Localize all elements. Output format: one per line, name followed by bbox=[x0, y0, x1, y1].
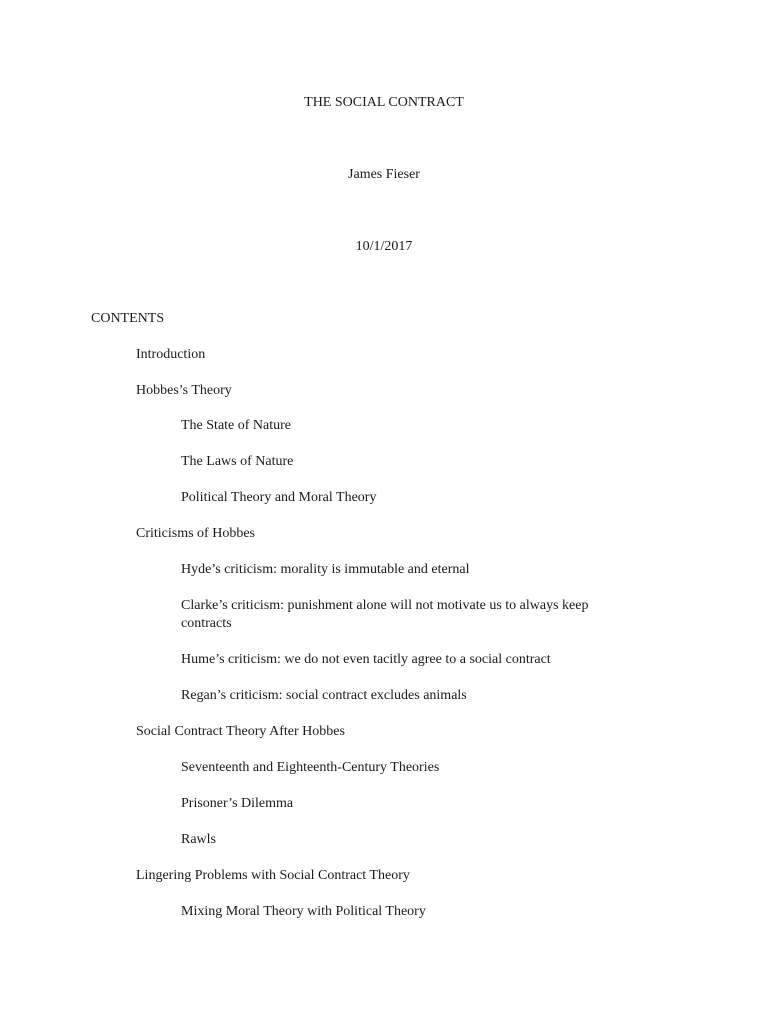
toc-entry[interactable]: Political Theory and Moral Theory bbox=[181, 490, 377, 505]
toc-entry[interactable]: Seventeenth and Eighteenth-Century Theories bbox=[181, 760, 440, 775]
toc-entry[interactable]: Lingering Problems with Social Contract Theory bbox=[136, 868, 410, 883]
document-date: 10/1/2017 bbox=[355, 239, 413, 254]
toc-entry[interactable]: The Laws of Nature bbox=[181, 454, 294, 469]
toc-entry[interactable]: Hume’s criticism: we do not even tacitly agree to a social contract bbox=[181, 652, 551, 667]
toc-entry[interactable]: Regan’s criticism: social contract excludes animals bbox=[181, 688, 467, 703]
document-author: James Fieser bbox=[348, 167, 420, 182]
toc-entry[interactable]: Social Contract Theory After Hobbes bbox=[136, 724, 345, 739]
toc-entry[interactable]: Hyde’s criticism: morality is immutable and eternal bbox=[181, 562, 470, 577]
toc-entry[interactable]: Hobbes’s Theory bbox=[136, 383, 232, 398]
toc-entry[interactable]: Prisoner’s Dilemma bbox=[181, 796, 294, 811]
toc-entry[interactable]: Introduction bbox=[136, 347, 206, 362]
document-title: THE SOCIAL CONTRACT bbox=[304, 95, 464, 110]
toc-entry[interactable]: Mixing Moral Theory with Political Theory bbox=[181, 904, 426, 919]
contents-heading: CONTENTS bbox=[91, 311, 165, 326]
toc-entry[interactable]: Criticisms of Hobbes bbox=[136, 526, 255, 541]
toc-entry[interactable]: The State of Nature bbox=[181, 418, 292, 433]
toc-entry[interactable]: Rawls bbox=[181, 832, 216, 847]
toc-entry[interactable]: Clarke’s criticism: punishment alone will not motivate us to always keep contracts bbox=[181, 598, 589, 631]
